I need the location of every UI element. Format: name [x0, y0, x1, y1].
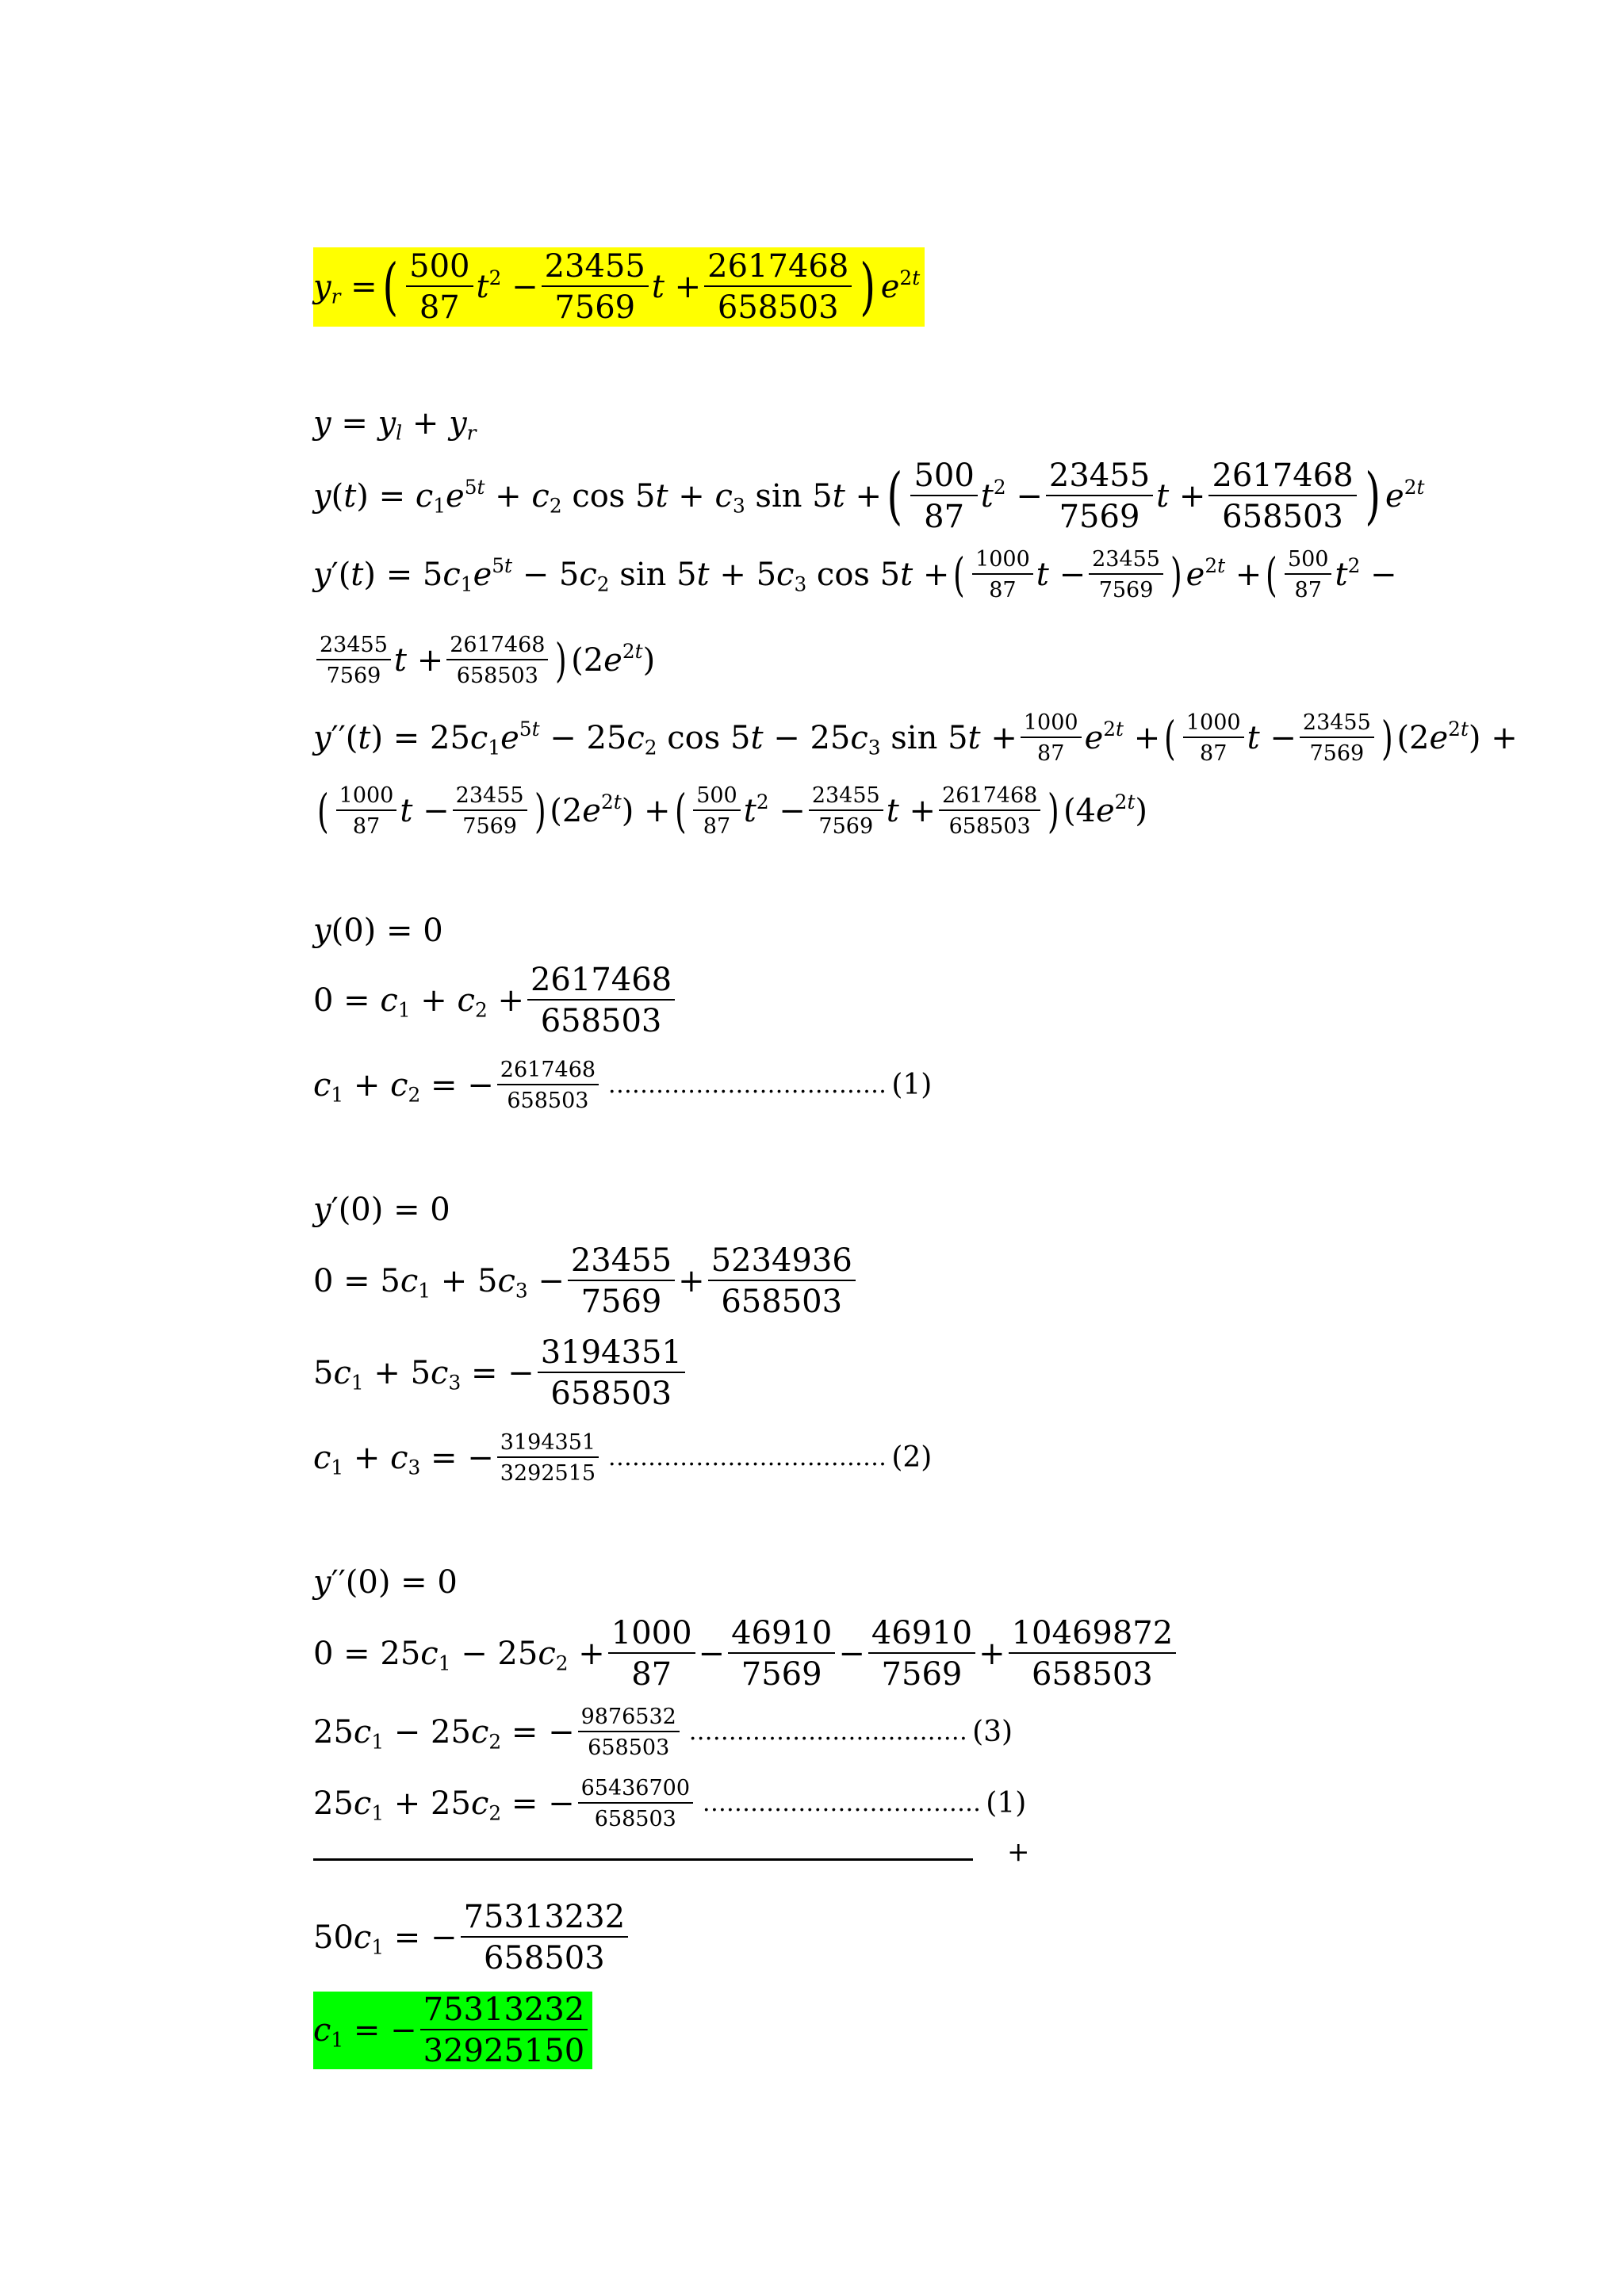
fraction: $\frac{9876532}{658503}$: [578, 1706, 680, 1758]
fraction: $\frac{10469872}{658503}$: [1009, 1617, 1177, 1690]
equation-2: $c_1 + c_3$ = − $\frac{3194351}{3292515}$ ................................... (2): [313, 1430, 933, 1486]
equation-y-double-prime-line2: ( $\frac{1000}{87}$ t − $\frac{23455}{7569}$ ) $(2e^{2t})$ + ( $\frac{500}{87}$ $t^2$ − $\frac{23455}{7569}$ t + $\frac{2617468}{658503}$ ) $(4e^{2t})$: [316, 783, 1148, 839]
equation-1-scaled: $25c_1 + 25c_2$ = − $\frac{65436700}{658503}$ ................................... (1): [313, 1776, 1027, 1831]
fraction: $\frac{2617468}{658503}$: [527, 964, 675, 1037]
condition-y0: y(0) = 0: [313, 913, 443, 949]
equation-y-double-prime-0-expanded: $0 = 25c_1 - 25c_2$ + $\frac{1000}{87}$ − $\frac{46910}{7569}$ − $\frac{46910}{7569}$ + $\frac{10469872}{658503}$: [313, 1617, 1179, 1690]
condition-y-double-prime-0: y′′(0) = 0: [313, 1564, 458, 1601]
fraction: $\frac{2617468}{658503}$: [1208, 460, 1356, 533]
equation-5c1-5c3: $5c_1 + 5c_3$ = − $\frac{3194351}{658503}$: [313, 1337, 688, 1410]
fraction: $\frac{23455}{7569}$: [1089, 549, 1163, 601]
fraction: $\frac{2617468}{658503}$: [497, 1059, 599, 1112]
fraction: $\frac{500}{87}$: [1285, 549, 1332, 601]
fraction: $\frac{500}{87}$: [406, 251, 473, 323]
fraction: $\frac{23455}{7569}$: [316, 634, 391, 687]
fraction: $\frac{23455}{7569}$: [1046, 460, 1153, 533]
fraction: $\frac{500}{87}$: [910, 460, 977, 533]
fraction: $\frac{23455}{7569}$: [809, 785, 883, 837]
equation-1: $c_1 + c_2$ = − $\frac{2617468}{658503}$ ................................... (1): [313, 1058, 933, 1113]
fraction: $\frac{23455}{7569}$: [542, 251, 649, 323]
fraction: $\frac{65436700}{658503}$: [578, 1777, 693, 1830]
equation-y-prime-line1: $y'(t) = 5c_1e^{5t} - 5c_2$ $\sin 5t + 5c_3$ cos 5t + ( $\frac{1000}{87}$ t − $\frac{23455}{7569}$ ) $e^{2t}$ + ( $\frac{500}{87}$ $t^2$ −: [313, 547, 1397, 603]
equation-y-sum: $y = y_l + y_r$: [313, 405, 477, 445]
equation-3: $25c_1 - 25c_2$ = − $\frac{9876532}{658503}$ ................................... (3): [313, 1705, 1013, 1760]
fraction: $\frac{1000}{87}$: [608, 1617, 695, 1690]
equation-50c1: $50c_1$ = − $\frac{75313232}{658503}$: [313, 1901, 631, 1974]
fraction: $\frac{1000}{87}$: [972, 549, 1033, 601]
equation-number: (3): [972, 1716, 1013, 1748]
fraction: $\frac{75313232}{32925150}$: [420, 1994, 588, 2067]
fraction: $\frac{2617468}{658503}$: [704, 251, 852, 323]
fraction: $\frac{23455}{7569}$: [1300, 712, 1374, 764]
fraction: $\frac{3194351}{658503}$: [538, 1337, 685, 1410]
fraction: $\frac{5234936}{658503}$: [708, 1245, 856, 1318]
fraction: $\frac{23455}{7569}$: [568, 1245, 675, 1318]
equation-y-double-prime-line1: $y''(t) = 25c_1e^{5t} - 25c_2$ $\cos 5t - 25c_3$ sin 5t + $\frac{1000}{87}$ $e^{2t}$ + ( $\frac{1000}{87}$ t − $\frac{23455}{7569}$ ) $(2e^{2t})$ +: [313, 710, 1518, 766]
fraction: $\frac{46910}{7569}$: [728, 1617, 835, 1690]
equation-yr-highlighted: $y_r$ = ( $\frac{500}{87}$ $t^2$ − $\frac{23455}{7569}$ t + $\frac{2617468}{658503}$ ) $e^{2t}$: [313, 247, 925, 327]
fraction: $\frac{75313232}{658503}$: [461, 1901, 629, 1974]
condition-y-prime-0: y′(0) = 0: [313, 1192, 450, 1228]
equation-y-prime-0-expanded: $0 = 5c_1 + 5c_3$ − $\frac{23455}{7569}$ + $\frac{5234936}{658503}$: [313, 1245, 859, 1318]
fraction: $\frac{2617468}{658503}$: [939, 785, 1040, 837]
fraction: $\frac{23455}{7569}$: [453, 785, 527, 837]
equation-number: (1): [986, 1787, 1027, 1820]
fraction: $\frac{2617468}{658503}$: [446, 634, 548, 687]
equation-y0-expanded: $0 = c_1 + c_2$ + $\frac{2617468}{658503}$: [313, 964, 678, 1037]
fraction: $\frac{1000}{87}$: [1021, 712, 1082, 764]
fraction: $\frac{1000}{87}$: [336, 785, 397, 837]
equation-y-of-t: $y(t) = c_1e^{5t} + c_2$ $\cos 5t + c_3$ sin 5t + ( $\frac{500}{87}$ $t^2$ − $\frac{23455}{7569}$ t + $\frac{2617468}{658503}$ ) $e^{2t}$: [313, 457, 1425, 535]
equation-number: (1): [891, 1069, 933, 1101]
equation-number: (2): [891, 1441, 933, 1474]
fraction: $\frac{500}{87}$: [693, 785, 741, 837]
fraction: $\frac{3194351}{3292515}$: [497, 1432, 599, 1484]
fraction: $\frac{46910}{7569}$: [868, 1617, 975, 1690]
equation-c1-highlighted: $c_1$ = − $\frac{75313232}{32925150}$: [313, 1992, 592, 2069]
fraction: $\frac{1000}{87}$: [1183, 712, 1244, 764]
addition-rule: [313, 1858, 973, 1861]
plus-sign: +: [1007, 1836, 1030, 1868]
equation-y-prime-line2: $\frac{23455}{7569}$ t + $\frac{2617468}{658503}$ ) $(2e^{2t})$: [313, 634, 655, 687]
